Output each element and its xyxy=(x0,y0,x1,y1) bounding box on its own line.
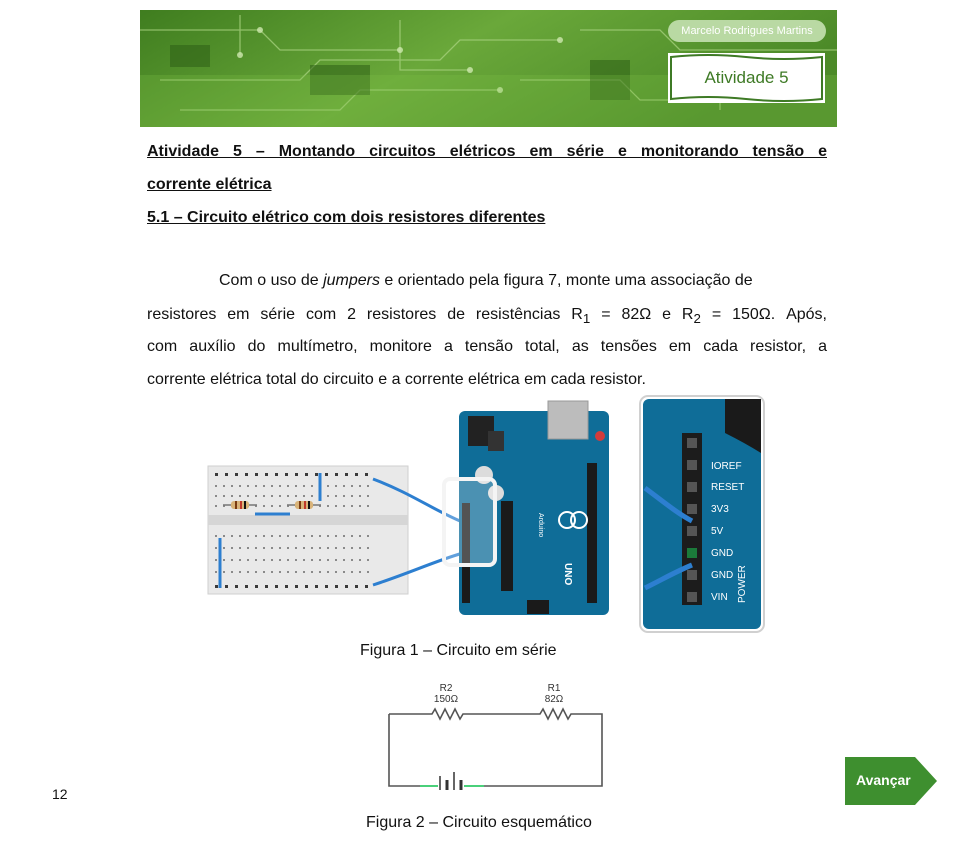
figure-1-caption: Figura 1 – Circuito em série xyxy=(360,642,557,659)
r1-name: R1 xyxy=(547,683,561,694)
board-arduino-label: Arduino xyxy=(537,513,544,538)
author-name: Marcelo Rodrigues Martins xyxy=(668,20,826,42)
activity-title-line-2: corrente elétrica xyxy=(147,176,272,193)
next-page-label: Avançar xyxy=(856,772,911,788)
activity-badge xyxy=(668,53,825,103)
paragraph-line-3: com auxílio do multímetro, monitore a tensão total, as tensões em cada resistor, a xyxy=(147,338,827,355)
r2-value: 150Ω xyxy=(433,694,459,705)
pin-label-vin: VIN xyxy=(711,592,728,603)
section-subtitle: 5.1 – Circuito elétrico com dois resistores diferentes xyxy=(147,209,546,226)
pin-label-gnd-1: GND xyxy=(711,548,734,559)
page-number: 12 xyxy=(52,786,68,802)
pin-label-3v3: 3V3 xyxy=(711,504,729,515)
power-header-zoom xyxy=(640,396,764,632)
battery-symbol xyxy=(440,772,461,790)
pin-label-reset: RESET xyxy=(711,482,745,493)
figure-2-caption: Figura 2 – Circuito esquemático xyxy=(366,814,592,831)
r1-value: 82Ω xyxy=(544,694,564,705)
breadboard xyxy=(208,466,408,594)
activity-title-line-1: Atividade 5 – Montando circuitos elétricos em série e monitorando tensão e xyxy=(147,143,827,160)
r2-name: R2 xyxy=(439,683,453,694)
board-uno-label: UNO xyxy=(562,563,573,586)
power-label: POWER xyxy=(737,565,748,603)
pin-label-5v: 5V xyxy=(711,526,724,537)
pin-label-gnd-2: GND xyxy=(711,570,734,581)
zoom-highlight-frame xyxy=(444,479,495,565)
figure-1-circuit-illustration xyxy=(205,393,775,638)
paragraph-line-4: corrente elétrica total do circuito e a corrente elétrica em cada resistor. xyxy=(147,371,646,388)
pin-label-ioref: IOREF xyxy=(711,461,742,472)
figure-2-schematic xyxy=(380,680,610,790)
next-page-button[interactable] xyxy=(845,757,937,805)
activity-badge-label: Atividade 5 xyxy=(704,68,789,87)
paragraph-line-2: resistores em série com 2 resistores de resistências $R_1 = 82\Omega$ e $R_2 = 150\Omega$. Após, xyxy=(147,306,827,327)
paragraph-line-1: Com o uso de jumpers e orientado pela figura 7, monte uma associação de xyxy=(219,272,753,289)
